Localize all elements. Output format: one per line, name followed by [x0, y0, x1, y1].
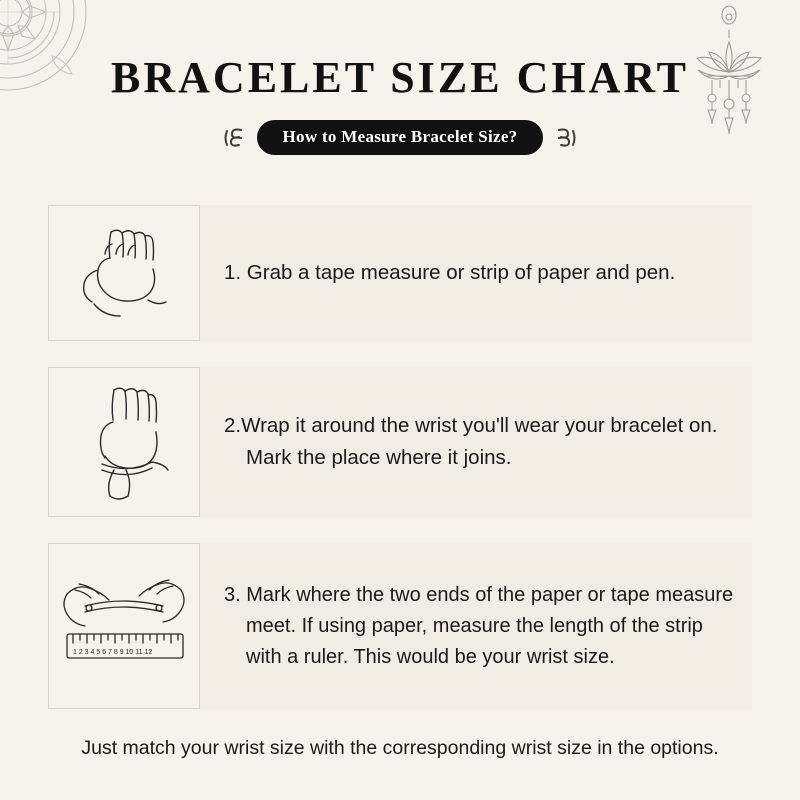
step-text-line: 1. Grab a tape measure or strip of paper and pen. — [224, 261, 676, 285]
footer-note: Just match your wrist size with the corresponding wrist size in the options. — [81, 737, 719, 759]
step-text — [200, 205, 752, 341]
flourish-left-icon — [221, 125, 247, 151]
hand-with-tape-around-wrist-icon — [48, 367, 200, 517]
step-item — [48, 367, 752, 517]
step-text — [200, 543, 752, 709]
subtitle-row — [0, 120, 800, 155]
page-title: BRACELET SIZE CHART — [111, 53, 689, 102]
svg-text:1 2 3 4 5 6 7 8 9 10 11 12: 1 2 3 4 5 6 7 8 9 10 11 12 — [73, 649, 153, 656]
step-text — [200, 367, 752, 517]
step-item — [48, 543, 752, 709]
hand-fist-with-tape-icon — [48, 205, 200, 341]
subtitle-pill: How to Measure Bracelet Size? — [257, 120, 544, 155]
flourish-right-icon — [553, 125, 579, 151]
step-text-line: 2.Wrap it around the wrist you'll wear your bracelet on. Mark the place where it joins. — [224, 414, 718, 469]
step-item — [48, 205, 752, 341]
steps-list — [0, 205, 800, 735]
step-text-line: 3. Mark where the two ends of the paper or tape measure meet. If using paper, measure the length of the strip with a ruler. This would be your wrist size. — [224, 583, 734, 668]
hands-measuring-strip-with-ruler-icon — [48, 543, 200, 709]
